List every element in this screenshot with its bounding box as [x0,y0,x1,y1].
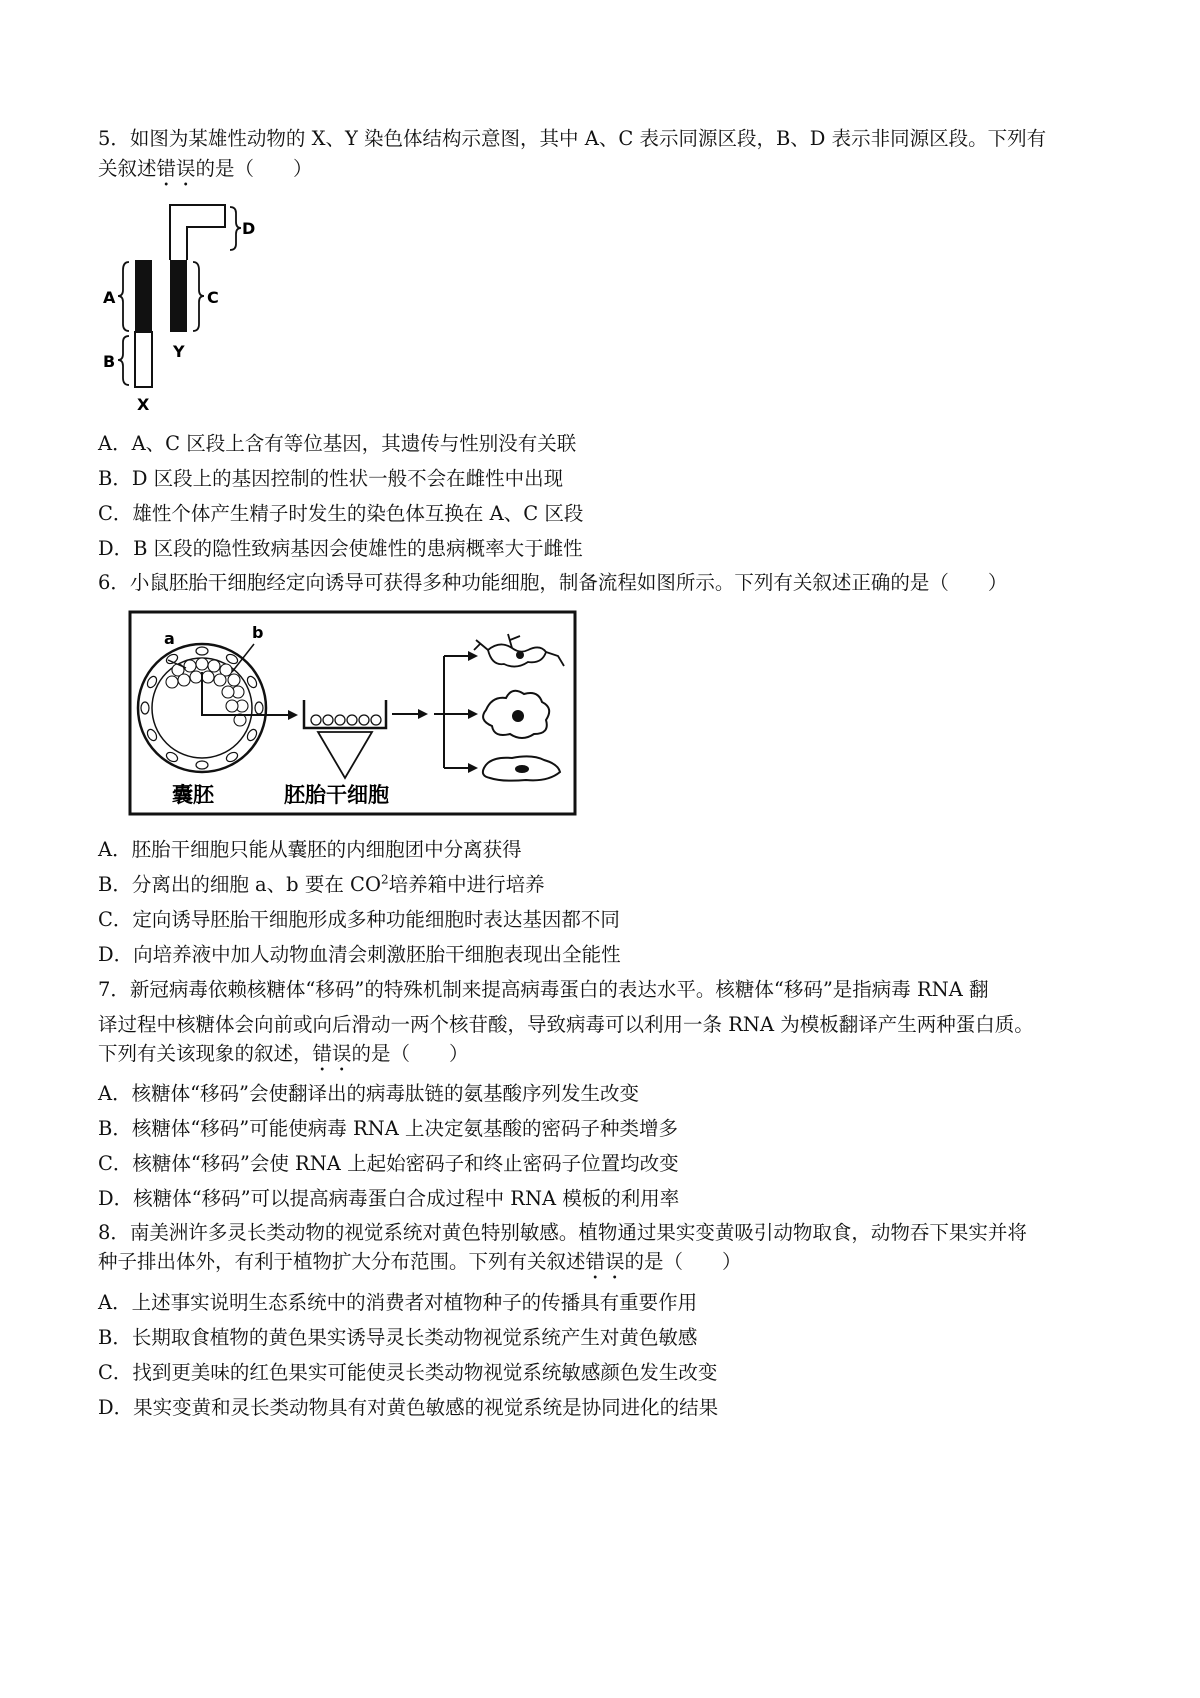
label-b: b [252,623,264,642]
q6-option-b-tail: 培养箱中进行培养 [388,873,545,896]
q8-stem-pre: 种子排出体外，有利于植物扩大分布范围。下列有关叙述 [98,1250,586,1273]
q7-stem-line-2: 译过程中核糖体会向前或向后滑动一两个核苷酸，导致病毒可以利用一条 RNA 为模板翻译产生两种蛋白质。 [98,1013,1034,1036]
q7-option-b: B．核糖体“移码”可能使病毒 RNA 上决定氨基酸的密码子种类增多 [98,1117,678,1140]
q5-stem-pre: 关叙述 [98,157,157,180]
label-y: Y [173,342,185,361]
q7-emphasis-word: 错误 [312,1042,352,1065]
y-chromosome-hook [170,205,225,260]
brace-c [193,262,204,331]
label-x: X [137,395,150,414]
label-a: a [164,629,175,648]
q8-option-c: C．找到更美味的红色果实可能使灵长类动物视觉系统敏感颜色发生改变 [98,1361,718,1384]
q8-emphasis-word: 错误 [585,1250,625,1273]
q6-option-b-text: B．分离出的细胞 a、b 要在 CO [98,873,381,896]
brace-a [118,262,129,331]
q7-stem-post: 的是（ ） [351,1042,469,1065]
q6-option-b-superscript: 2 [380,872,389,887]
brace-b [118,336,129,385]
x-chromosome-dark-segment [135,260,152,332]
q8-stem-line-2 [98,1250,742,1284]
embryonic-stem-cell-diagram [128,610,578,820]
q5-option-d: D．B 区段的隐性致病基因会使雄性的患病概率大于雌性 [98,537,583,560]
caption-blastocyst: 囊胚 [172,783,214,807]
caption-stem-cell: 胚胎干细胞 [284,783,389,807]
brace-d [230,207,241,250]
q6-option-b [98,873,545,897]
xy-chromosome-diagram [95,200,285,420]
q8-stem-line-1: 8．南美洲许多灵长类动物的视觉系统对黄色特别敏感。植物通过果实变黄吸引动物取食，动物吞下果实并将 [98,1221,1027,1244]
q8-option-a: A．上述事实说明生态系统中的消费者对植物种子的传播具有重要作用 [98,1291,698,1314]
q5-option-b: B．D 区段上的基因控制的性状一般不会在雌性中出现 [98,467,564,490]
label-a: A [103,288,116,307]
q7-stem-line-3 [98,1042,469,1076]
q5-emphasis-word: 错误 [156,157,196,180]
q5-option-a: A．A、C 区段上含有等位基因，其遗传与性别没有关联 [98,432,577,455]
q8-option-d: D．果实变黄和灵长类动物具有对黄色敏感的视觉系统是协同进化的结果 [98,1396,719,1419]
q6-option-a: A．胚胎干细胞只能从囊胚的内细胞团中分离获得 [98,838,522,861]
q7-option-d: D．核糖体“移码”可以提高病毒蛋白合成过程中 RNA 模板的利用率 [98,1187,680,1210]
q7-stem-line-1: 7．新冠病毒依赖核糖体“移码”的特殊机制来提高病毒蛋白的表达水平。核糖体“移码”是指病毒 RNA 翻 [98,978,989,1001]
q6-stem: 6．小鼠胚胎干细胞经定向诱导可获得多种功能细胞，制备流程如图所示。下列有关叙述正确的是（ ） [98,571,1008,594]
q5-option-c: C．雄性个体产生精子时发生的染色体互换在 A、C 区段 [98,502,584,525]
q7-option-a: A．核糖体“移码”会使翻译出的病毒肽链的氨基酸序列发生改变 [98,1082,640,1105]
q7-stem-pre: 下列有关该现象的叙述， [98,1042,313,1065]
q5-stem-line-2 [98,157,313,191]
q8-stem-post: 的是（ ） [624,1250,742,1273]
label-c: C [207,288,219,307]
q8-option-b: B．长期取食植物的黄色果实诱导灵长类动物视觉系统产生对黄色敏感 [98,1326,698,1349]
y-chromosome-dark-segment [170,260,187,332]
x-chromosome-light-segment [135,332,152,387]
label-b: B [103,352,116,371]
q7-option-c: C．核糖体“移码”会使 RNA 上起始密码子和终止密码子位置均改变 [98,1152,679,1175]
q5-stem-line-1: 5．如图为某雄性动物的 X、Y 染色体结构示意图，其中 A、C 表示同源区段，B、D 表示非同源区段。下列有 [98,127,1047,150]
q6-option-c: C．定向诱导胚胎干细胞形成多种功能细胞时表达基因都不同 [98,908,620,931]
label-d: D [242,219,256,238]
q5-stem-post: 的是（ ） [195,157,313,180]
q6-option-d: D．向培养液中加人动物血清会刺激胚胎干细胞表现出全能性 [98,943,621,966]
